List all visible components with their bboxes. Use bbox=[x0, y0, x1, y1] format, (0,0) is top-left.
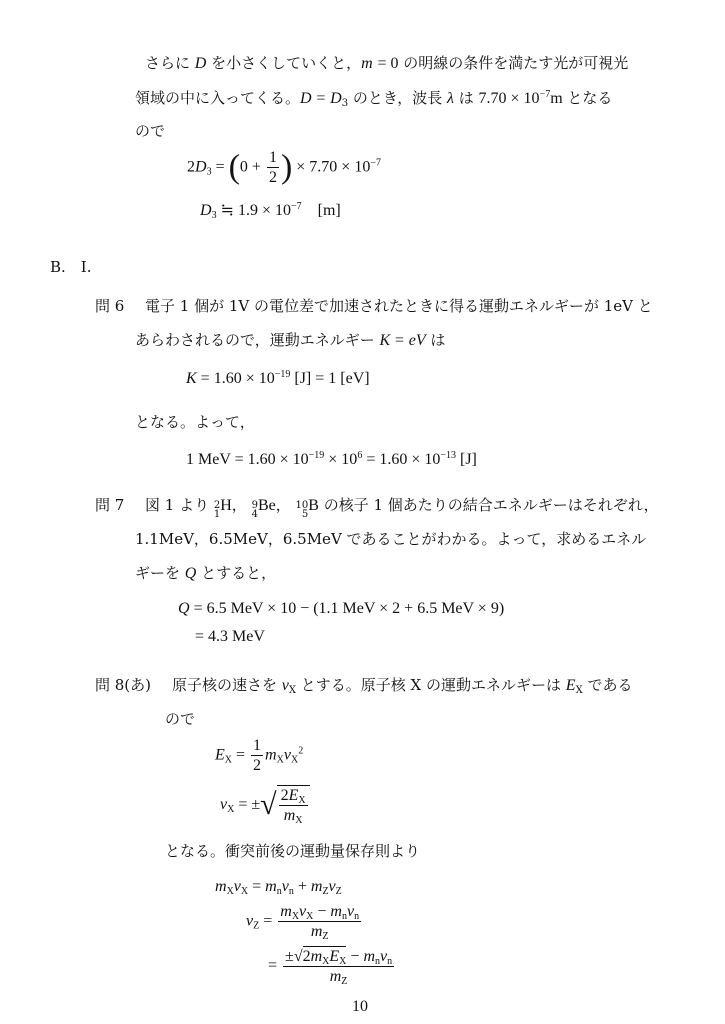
intro-line-1: さらに D を小さくしていくと，m = 0 の明線の条件を満たす光が可視光 bbox=[145, 54, 629, 72]
question-8-equation-ex: $E_X$ = $\frac{1}{2}$ $m_Xv_X^2$ bbox=[215, 737, 304, 775]
question-6-label: 問 6 bbox=[95, 297, 125, 315]
question-7-equation-1: Q = 6.5 MeV × 10 − (1.1 MeV × 2 + 6.5 MeV × 9) bbox=[178, 600, 505, 617]
question-7-text-1: 図 1 より 2 1 H， 9 4 Be， 10 5 B の核子 1 個あたりの結合エネルギーはそれぞれ， bbox=[145, 496, 659, 520]
question-8-equation-vz-expanded: = $\frac{\pm√2m_XE_X - m_nv_n}{m_Z}$ bbox=[268, 948, 393, 988]
question-8-text-3: となる。衝突前後の運動量保存則より bbox=[165, 842, 421, 860]
question-8-equation-momentum: $m_Xv_X = m_nv_n + m_Zv_Z$ bbox=[215, 878, 342, 897]
question-8-equation-vx: $v_X$ = ±√ $\frac{2E_X}{m_X}$ bbox=[220, 785, 310, 825]
question-6-text-1: 電子 1 個が 1V の電位差で加速されたときに得る運動エネルギーが 1eV と bbox=[145, 297, 653, 315]
section-heading: B. I. bbox=[50, 258, 92, 276]
question-7-equation-2: = 4.3 MeV bbox=[195, 628, 265, 645]
equation-2d3: $2D_3 = (0$ + $\frac{1}{2}$ ) × $7.70 \times 10^{-7}$ bbox=[187, 148, 381, 187]
question-8-label: 問 8(あ) bbox=[95, 676, 152, 694]
intro-line-2: 領域の中に入ってくる。$D = D_3$ のとき，波長 λ は $7.70 \times 10^{-7}m$ となる bbox=[135, 89, 613, 109]
question-7-text-3: ギーを Q とすると， bbox=[135, 564, 277, 582]
question-6-text-2: あらわされるので，運動エネルギー K = eV は bbox=[135, 331, 446, 349]
question-7-label: 問 7 bbox=[95, 496, 125, 514]
page-number: 10 bbox=[352, 998, 368, 1015]
question-7-text-2: 1.1MeV，6.5MeV，6.5MeV であることがわかる。よって，求めるエネル bbox=[135, 530, 647, 548]
question-6-equation-1: $K = 1.60 \times 10^{-19}$ [J] = 1 [eV] bbox=[186, 369, 370, 387]
question-6-equation-2: 1 MeV = $1.60 \times 10^{-19} \times 10^6 = 1.60 \times 10^{-13}$ [J] bbox=[186, 450, 477, 468]
question-8-text-2: ので bbox=[165, 710, 196, 728]
question-8-equation-vz: $v_Z$ = $\frac{m_Xv_X - m_nv_n}{m_Z}$ bbox=[246, 903, 360, 943]
question-8-text-1: 原子核の速さを $v_X$ とする。原子核 X の運動エネルギーは $E_X$ である bbox=[172, 676, 633, 696]
intro-line-3: ので bbox=[135, 122, 166, 140]
equation-d3-result: $D_3$ ≒ $1.9 \times 10^{-7}$ [m] bbox=[200, 201, 341, 221]
question-6-text-3: となる。よって， bbox=[135, 413, 255, 431]
